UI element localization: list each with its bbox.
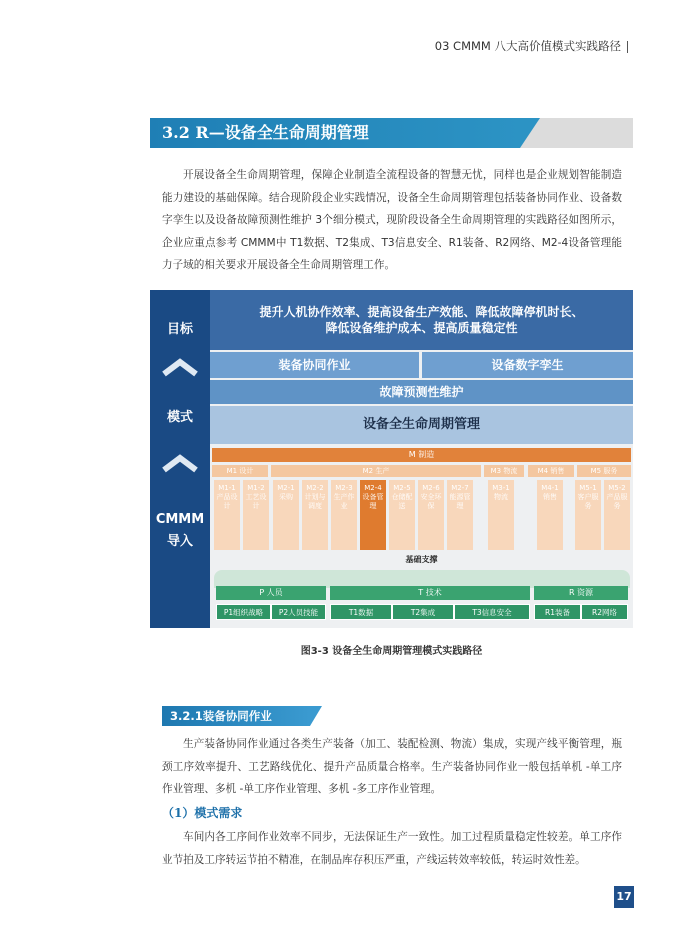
m-card-highlight: M2-4 设备管理 <box>360 480 386 550</box>
mode-twin: 设备数字孪生 <box>422 352 633 378</box>
m-card: M5-1 客户服务 <box>575 480 601 550</box>
subsection-title: 3.2.1装备协同作业 <box>162 706 310 726</box>
found-header-people: P 人员 <box>216 586 326 600</box>
m-card: M4-1 销售 <box>537 480 563 550</box>
found-item: T1数据 <box>330 604 392 620</box>
foundation-title: 基础支撑 <box>405 555 438 564</box>
target-line-1: 提升人机协作效率、提高设备生产效能、降低故障停机时长、 <box>259 305 584 319</box>
m-sub-service: M5 服务 <box>577 465 631 477</box>
m-card: M1-2 工艺设计 <box>243 480 269 550</box>
mode-lifecycle: 设备全生命周期管理 <box>210 406 633 444</box>
label-target: 目标 <box>166 322 193 337</box>
mode-predictive: 故障预测性维护 <box>210 380 633 404</box>
m-sub-design: M1 设计 <box>212 465 268 477</box>
section-title: 3.2 R—设备全生命周期管理 <box>150 118 520 148</box>
section-title-tail <box>520 118 540 148</box>
running-head <box>435 38 628 54</box>
lifecycle-diagram <box>150 290 633 628</box>
chevron-up-icon <box>160 356 200 378</box>
page-number: 17 <box>614 886 634 908</box>
found-item: T3信息安全 <box>454 604 530 620</box>
m-card: M1-1 产品设计 <box>214 480 240 550</box>
need-paragraph: 车间内各工序间作业效率不同步，无法保证生产一致性。加工过程质量稳定性较差。单工序作业节拍及工序转运节拍不精准，在制品库存积压严重，产线运转效率较低，转运时效性差。 <box>162 831 622 866</box>
target-line-2: 降低设备维护成本、提高质量稳定性 <box>325 321 518 335</box>
found-item: T2集成 <box>392 604 454 620</box>
m-sub-logistics: M3 物流 <box>484 465 524 477</box>
target-box <box>210 290 633 350</box>
figure-caption: 图3-3 设备全生命周期管理模式实践路径 <box>300 646 483 657</box>
m-card: M2-5 仓储配送 <box>389 480 415 550</box>
label-cmmm: CMMM <box>155 512 205 527</box>
mode-collab: 装备协同作业 <box>210 352 419 378</box>
chevron-up-icon <box>160 452 200 474</box>
m-card: M5-2 产品服务 <box>604 480 630 550</box>
m-card: M2-6 安全环保 <box>418 480 444 550</box>
m-card: M2-1 采购 <box>273 480 299 550</box>
found-item: P1组织战略 <box>216 604 271 620</box>
found-header-resource: R 资源 <box>534 586 628 600</box>
subsection-paragraph: 生产装备协同作业通过各类生产装备（加工、装配检测、物流）集成，实现产线平衡管理，瓶颈工序效率提升、工艺路线优化、提升产品质量合格率。生产装备协同作业一般包括单机 -单工序作业管理、多机 -单工序作业管理、多机 -多工序作业管理。 <box>162 738 622 795</box>
m-card: M2-3 生产作业 <box>331 480 357 550</box>
found-item: R2网络 <box>581 604 628 620</box>
m-sub-sales: M4 销售 <box>528 465 574 477</box>
running-head-text: 03 CMMM 八大高价值模式实践路径 <box>434 39 621 53</box>
diagram-left-column <box>150 290 210 628</box>
label-mode: 模式 <box>166 410 193 425</box>
m-card: M2-2 计划与调度 <box>302 480 328 550</box>
found-item: P2人员技能 <box>271 604 326 620</box>
m-sub-production: M2 生产 <box>271 465 481 477</box>
label-cmmm-import: 导入 <box>166 534 193 549</box>
m-manufacturing-bar: M 制造 <box>212 448 631 462</box>
m-card: M2-7 能源管理 <box>447 480 473 550</box>
subsection-title-tail <box>310 706 322 726</box>
running-head-bar <box>627 41 628 53</box>
found-item: R1装备 <box>534 604 581 620</box>
intro-paragraph: 开展设备全生命周期管理，保障企业制造全流程设备的智慧无忧，同样也是企业规划智能制造能力建设的基础保障。结合现阶段企业实践情况，设备全生命周期管理包括装备协同作业、设备数字孪生以及设备故障预测性维护 3个细分模式，现阶段设备全生命周期管理的实践路径如图所示，企业应重点参考 CMMM中 T1数据、T2集成、T3信息安全、R1装备、R2网络、M2-4设备管理能力子域的相关要求开展设备全生命周期管理工作。 <box>162 169 622 271</box>
need-title: （1）模式需求 <box>162 806 243 820</box>
found-header-tech: T 技术 <box>330 586 530 600</box>
m-card: M3-1 物流 <box>488 480 514 550</box>
